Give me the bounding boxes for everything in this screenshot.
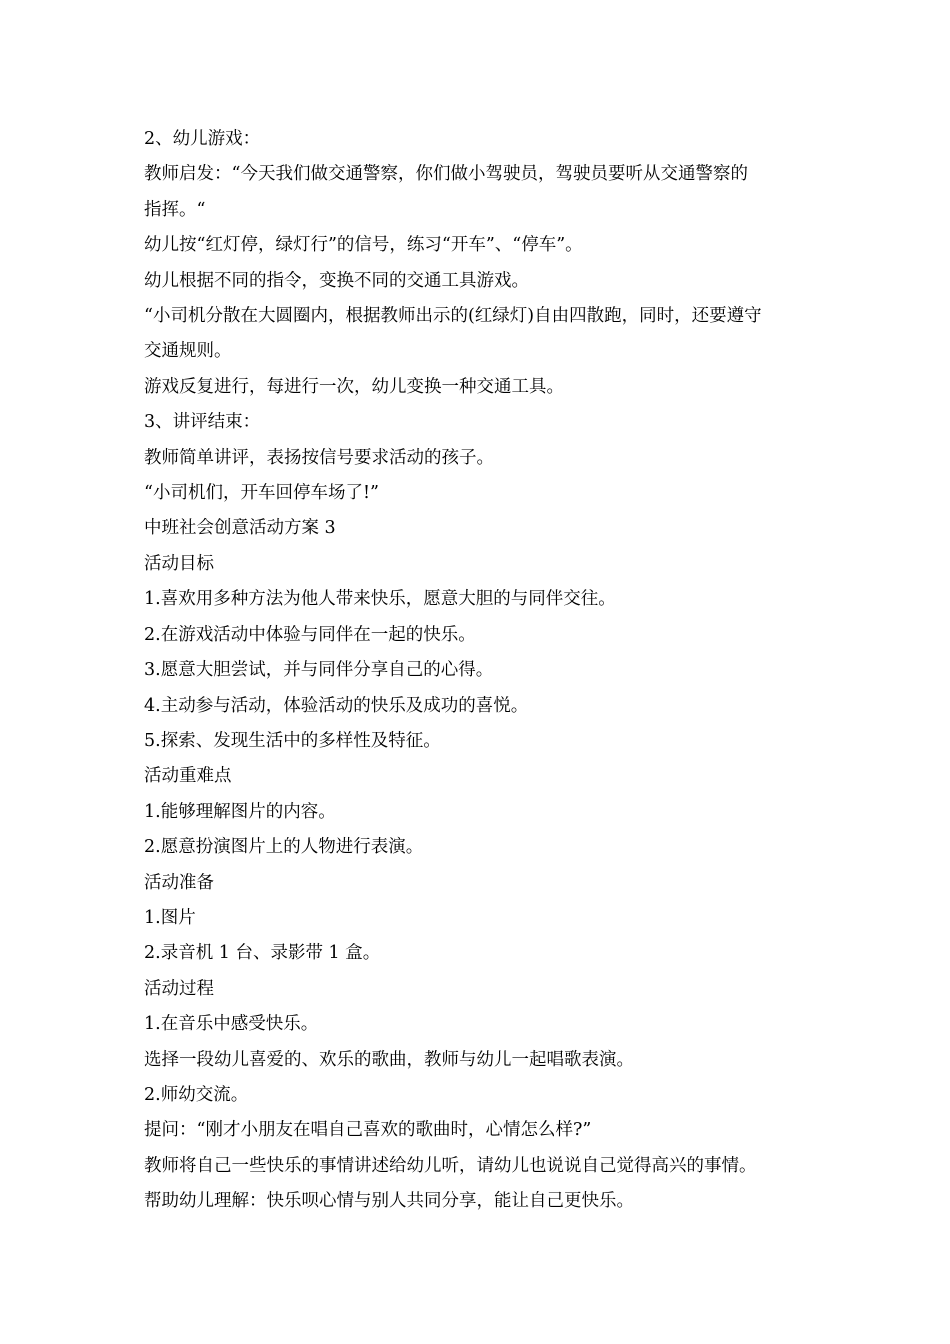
paragraph-line: 帮助幼儿理解：快乐呗心情与别人共同分享，能让自己更快乐。 — [144, 1191, 634, 1212]
paragraph-line: 提问：“刚才小朋友在唱自己喜欢的歌曲时，心情怎么样?” — [144, 1120, 592, 1141]
paragraph-line: 幼儿按“红灯停，绿灯行”的信号，练习“开车”、“停车”。 — [144, 235, 583, 256]
list-item: 1.在音乐中感受快乐。 — [144, 1014, 319, 1035]
paragraph-line: 教师启发：“今天我们做交通警察，你们做小驾驶员，驾驶员要听从交通警察的 — [144, 164, 748, 185]
list-item: 2.师幼交流。 — [144, 1084, 249, 1105]
section-heading-key-points: 活动重难点 — [144, 766, 232, 787]
section-heading-process: 活动过程 — [144, 978, 214, 999]
list-item: 2.录音机 1 台、录影带 1 盒。 — [144, 943, 381, 964]
paragraph-line: 交通规则。 — [144, 341, 232, 362]
paragraph-line: 幼儿根据不同的指令，变换不同的交通工具游戏。 — [144, 270, 529, 291]
list-item: 1.能够理解图片的内容。 — [144, 801, 336, 822]
document-body — [144, 122, 812, 1220]
list-item: 1.喜欢用多种方法为他人带来快乐，愿意大胆的与同伴交往。 — [144, 589, 616, 610]
paragraph-line: “小司机们，开车回停车场了!” — [144, 483, 379, 504]
paragraph-line: 游戏反复进行，每进行一次，幼儿变换一种交通工具。 — [144, 376, 564, 397]
list-item: 3.愿意大胆尝试，并与同伴分享自己的心得。 — [144, 660, 494, 681]
section-heading-preparation: 活动准备 — [144, 872, 214, 893]
section-heading-game: 2、幼儿游戏： — [144, 129, 261, 149]
list-item: 4.主动参与活动，体验活动的快乐及成功的喜悦。 — [144, 695, 529, 716]
section-heading-goals: 活动目标 — [144, 553, 214, 574]
list-item: 2.在游戏活动中体验与同伴在一起的快乐。 — [144, 624, 476, 645]
plan-title: 中班社会创意活动方案 3 — [144, 518, 336, 539]
paragraph-line: 教师简单讲评，表扬按信号要求活动的孩子。 — [144, 447, 494, 468]
paragraph-line: 教师将自己一些快乐的事情讲述给幼儿听，请幼儿也说说自己觉得高兴的事情。 — [144, 1155, 757, 1176]
list-item: 5.探索、发现生活中的多样性及特征。 — [144, 730, 441, 751]
paragraph-line: “小司机分散在大圆圈内，根据教师出示的(红绿灯)自由四散跑，同时，还要遵守 — [144, 306, 762, 327]
paragraph-line: 指挥。“ — [144, 199, 206, 220]
section-heading-review: 3、讲评结束： — [144, 412, 261, 433]
paragraph-line: 选择一段幼儿喜爱的、欢乐的歌曲，教师与幼儿一起唱歌表演。 — [144, 1049, 634, 1070]
list-item: 2.愿意扮演图片上的人物进行表演。 — [144, 837, 424, 858]
list-item: 1.图片 — [144, 907, 196, 928]
